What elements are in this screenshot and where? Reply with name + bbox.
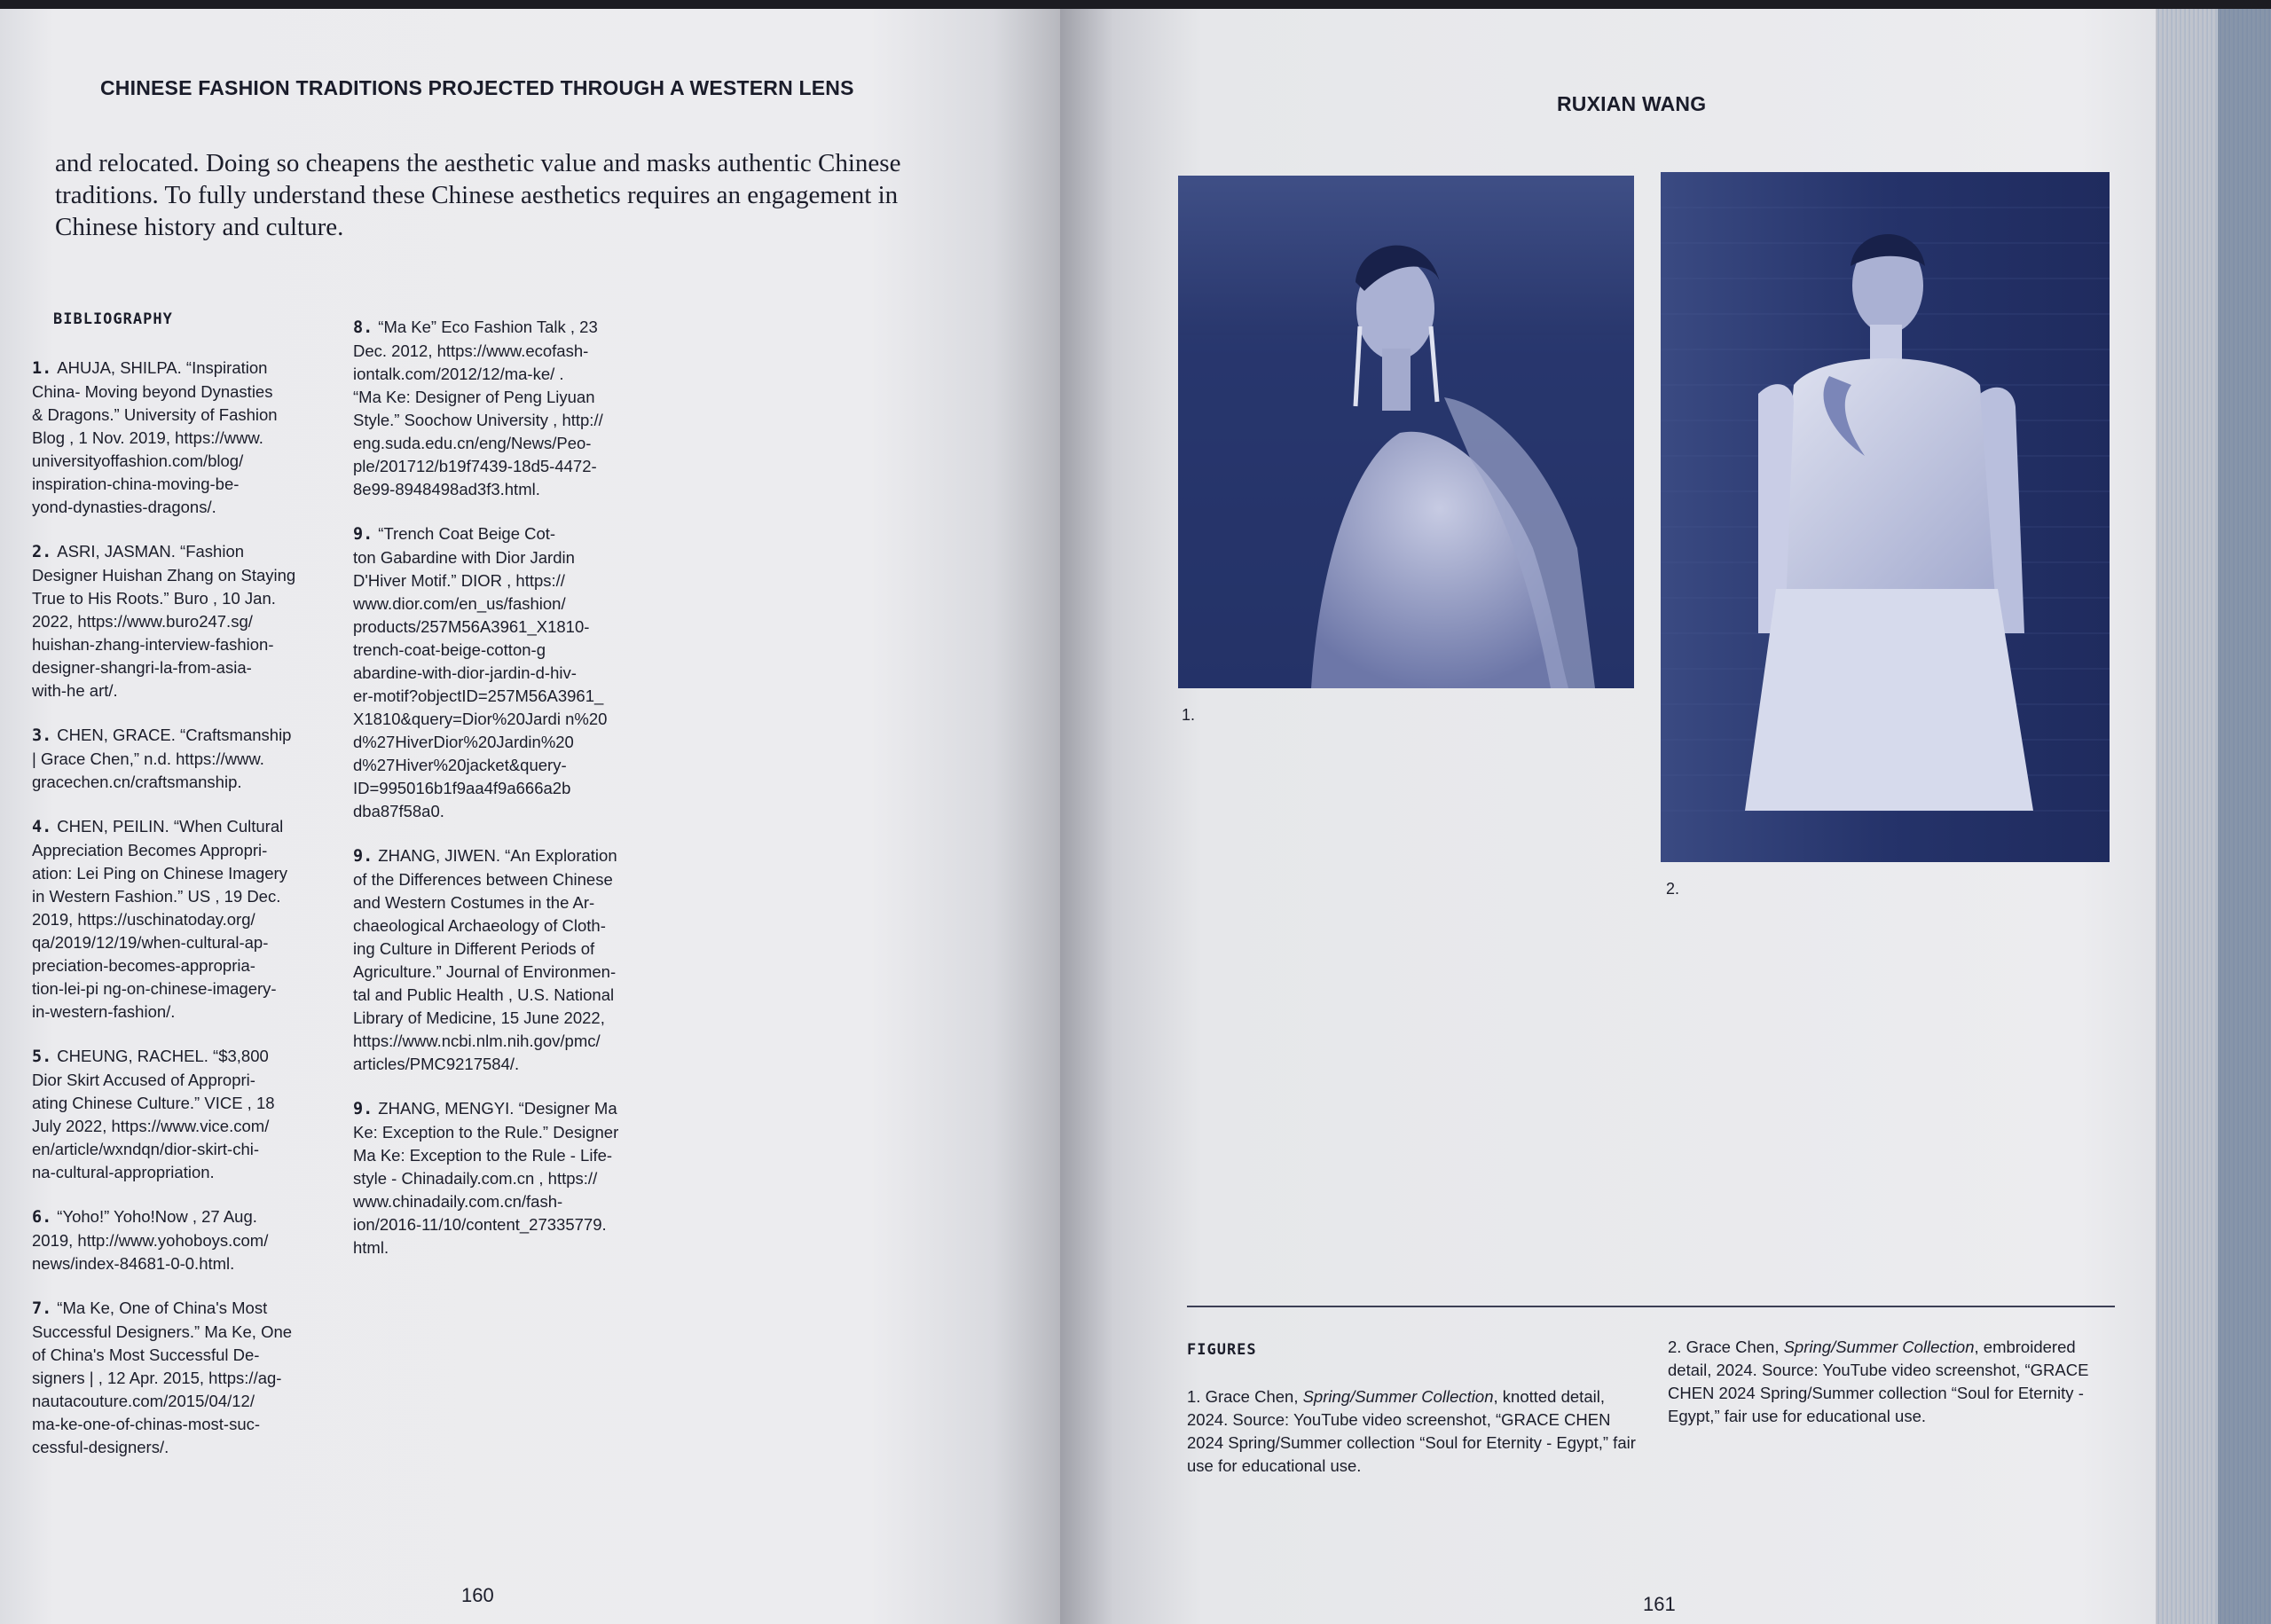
bibliography-entry <box>32 724 334 794</box>
page-number-right: 161 <box>1643 1593 1676 1615</box>
caption-2-prefix: 2. Grace Chen, <box>1668 1338 1784 1356</box>
bibliography-column-1 <box>32 357 334 1480</box>
bibliography-entry <box>32 815 334 1024</box>
figures-heading: FIGURES <box>1187 1341 1257 1359</box>
entry-text: “Trench Coat Beige Cot- ton Gabardine with Dior Jardin D'Hiver Motif.” DIOR , https:// www.dior.com/en_us/fashion/ products/257M56A3961_X1810- trench-coat-beige-cotton-g abardine-with-dior-jardin-d-hiv- er-motif?objectID=257M56A3961_ X1810&query=Dior%20Jardi n%20 d%27HiverDior%20Jardin%20 d%27Hiver%20jacket&query- ID=995016b1f9aa4f9a666a2b dba87f58a0. <box>353 524 608 820</box>
entry-number: 3. <box>32 726 52 745</box>
entry-text: CHEN, GRACE. “Craftsmanship | Grace Chen,” n.d. https://www. gracechen.cn/craftsmanship. <box>32 726 292 791</box>
page-number-left: 160 <box>461 1584 494 1606</box>
entry-number: 5. <box>32 1047 52 1066</box>
figure-2-photo <box>1661 172 2110 862</box>
entry-number: 9. <box>353 525 373 544</box>
page-block-edge <box>2156 9 2271 1624</box>
entry-number: 9. <box>353 847 373 866</box>
entry-text: ZHANG, MENGYI. “Designer Ma Ke: Exception to the Rule.” Designer Ma Ke: Exception to the Rule - Life- style - Chinadaily.com.cn , https:// www.chinadaily.com.cn/fash- ion/2016-11/10/content_27335779. html. <box>353 1099 619 1257</box>
bibliography-entry <box>353 522 655 823</box>
figures-divider <box>1187 1306 2115 1307</box>
figure-1-caption <box>1187 1385 1648 1478</box>
caption-2-rest: , embroidered detail, 2024. Source: YouTube video screenshot, “GRACE CHEN 2024 Spring/Summer collection “Soul for Eternity - Egypt,” fair use for educational use. <box>1668 1338 2089 1425</box>
entry-number: 9. <box>353 1100 373 1118</box>
figure-1-image <box>1178 176 1634 688</box>
entry-number: 2. <box>32 543 52 561</box>
entry-text: ZHANG, JIWEN. “An Exploration of the Differences between Chinese and Western Costumes in the Ar- chaeological Archaeology of Cloth- ing Culture in Different Periods of Agriculture.” Journal of Environmen- tal and Public Health , U.S. National Library of Medicine, 15 June 2022, https://www.ncbi.nlm.nih.gov/pmc/ articles/PMC9217584/. <box>353 846 617 1073</box>
bibliography-entry <box>32 357 334 519</box>
bibliography-entry <box>32 1045 334 1184</box>
bibliography-entry <box>353 316 655 501</box>
entry-number: 6. <box>32 1208 52 1227</box>
running-head-right: RUXIAN WANG <box>1557 92 1707 115</box>
figure-2-label: 2. <box>1666 880 1680 898</box>
entry-text: “Ma Ke, One of China's Most Successful Designers.” Ma Ke, One of China's Most Successful De- signers | , 12 Apr. 2015, https://ag- nautacouture.com/2015/04/12/ ma-ke-one-of-chinas-most-suc- cessful-designers/. <box>32 1298 293 1456</box>
entry-text: ASRI, JASMAN. “Fashion Designer Huishan Zhang on Staying True to His Roots.” Buro , 10 Jan. 2022, https://www.buro247.sg/ huishan-zhang-interview-fashion- designer-shangri-la-from-asia- with-he art/. <box>32 542 296 700</box>
entry-text: “Ma Ke” Eco Fashion Talk , 23 Dec. 2012, https://www.ecofash- iontalk.com/2012/12/ma-ke/ . “Ma Ke: Designer of Peng Liyuan Style.” Soochow University , http:// eng.suda.edu.cn/eng/News/Peo- ple/201712/b19f7439-18d5-4472- 8e99-8948498ad3f3.html. <box>353 318 603 498</box>
running-head-left: CHINESE FASHION TRADITIONS PROJECTED THROUGH A WESTERN LENS <box>100 76 854 99</box>
entry-number: 4. <box>32 818 52 836</box>
caption-1-rest: , knotted detail, 2024. Source: YouTube video screenshot, “GRACE CHEN 2024 Spring/Summer collection “Soul for Eternity - Egypt,” fair use for educational use. <box>1187 1387 1636 1475</box>
bibliography-entry <box>32 1297 334 1459</box>
entry-text: CHEUNG, RACHEL. “$3,800 Dior Skirt Accused of Appropri- ating Chinese Culture.” VICE , 18 July 2022, https://www.vice.com/ en/article/wxndqn/dior-skirt-chi- na-cultural-appropriation. <box>32 1047 275 1181</box>
entry-number: 1. <box>32 359 52 378</box>
caption-1-prefix: 1. Grace Chen, <box>1187 1387 1303 1406</box>
figure-2-caption <box>1668 1336 2111 1428</box>
bibliography-heading: BIBLIOGRAPHY <box>53 310 173 328</box>
caption-1-title: Spring/Summer Collection <box>1302 1387 1494 1406</box>
caption-2-title: Spring/Summer Collection <box>1783 1338 1975 1356</box>
figure-1-photo <box>1178 176 1634 688</box>
bibliography-entry <box>353 844 655 1076</box>
figure-2-image <box>1661 172 2110 862</box>
bibliography-column-2 <box>353 316 655 1281</box>
entry-text: “Yoho!” Yoho!Now , 27 Aug. 2019, http://www.yohoboys.com/ news/index-84681-0-0.html. <box>32 1207 269 1273</box>
intro-paragraph: and relocated. Doing so cheapens the aesthetic value and masks authentic Chinese traditions. To fully understand these Chinese aesthetics requires an engagement in Chinese history and culture. <box>55 149 901 241</box>
entry-number: 8. <box>353 318 373 337</box>
entry-text: CHEN, PEILIN. “When Cultural Appreciation Becomes Appropri- ation: Lei Ping on Chinese Imagery in Western Fashion.” US , 19 Dec. 2019, https://uschinatoday.org/ qa/2019/12/19/when-cultural-ap- preciation-becomes-appropria- tion-lei-pi ng-on-chinese-imagery- in-western-fashion/. <box>32 817 287 1021</box>
entry-number: 7. <box>32 1299 52 1318</box>
figure-1-label: 1. <box>1182 706 1196 724</box>
bibliography-entry <box>32 1205 334 1275</box>
entry-text: AHUJA, SHILPA. “Inspiration China- Moving beyond Dynasties & Dragons.” University of Fashion Blog , 1 Nov. 2019, https://www. universityoffashion.com/blog/ inspiration-china-moving-be- yond-dynasties-dragons/. <box>32 358 278 516</box>
bibliography-entry <box>32 540 334 702</box>
bibliography-entry <box>353 1097 655 1259</box>
